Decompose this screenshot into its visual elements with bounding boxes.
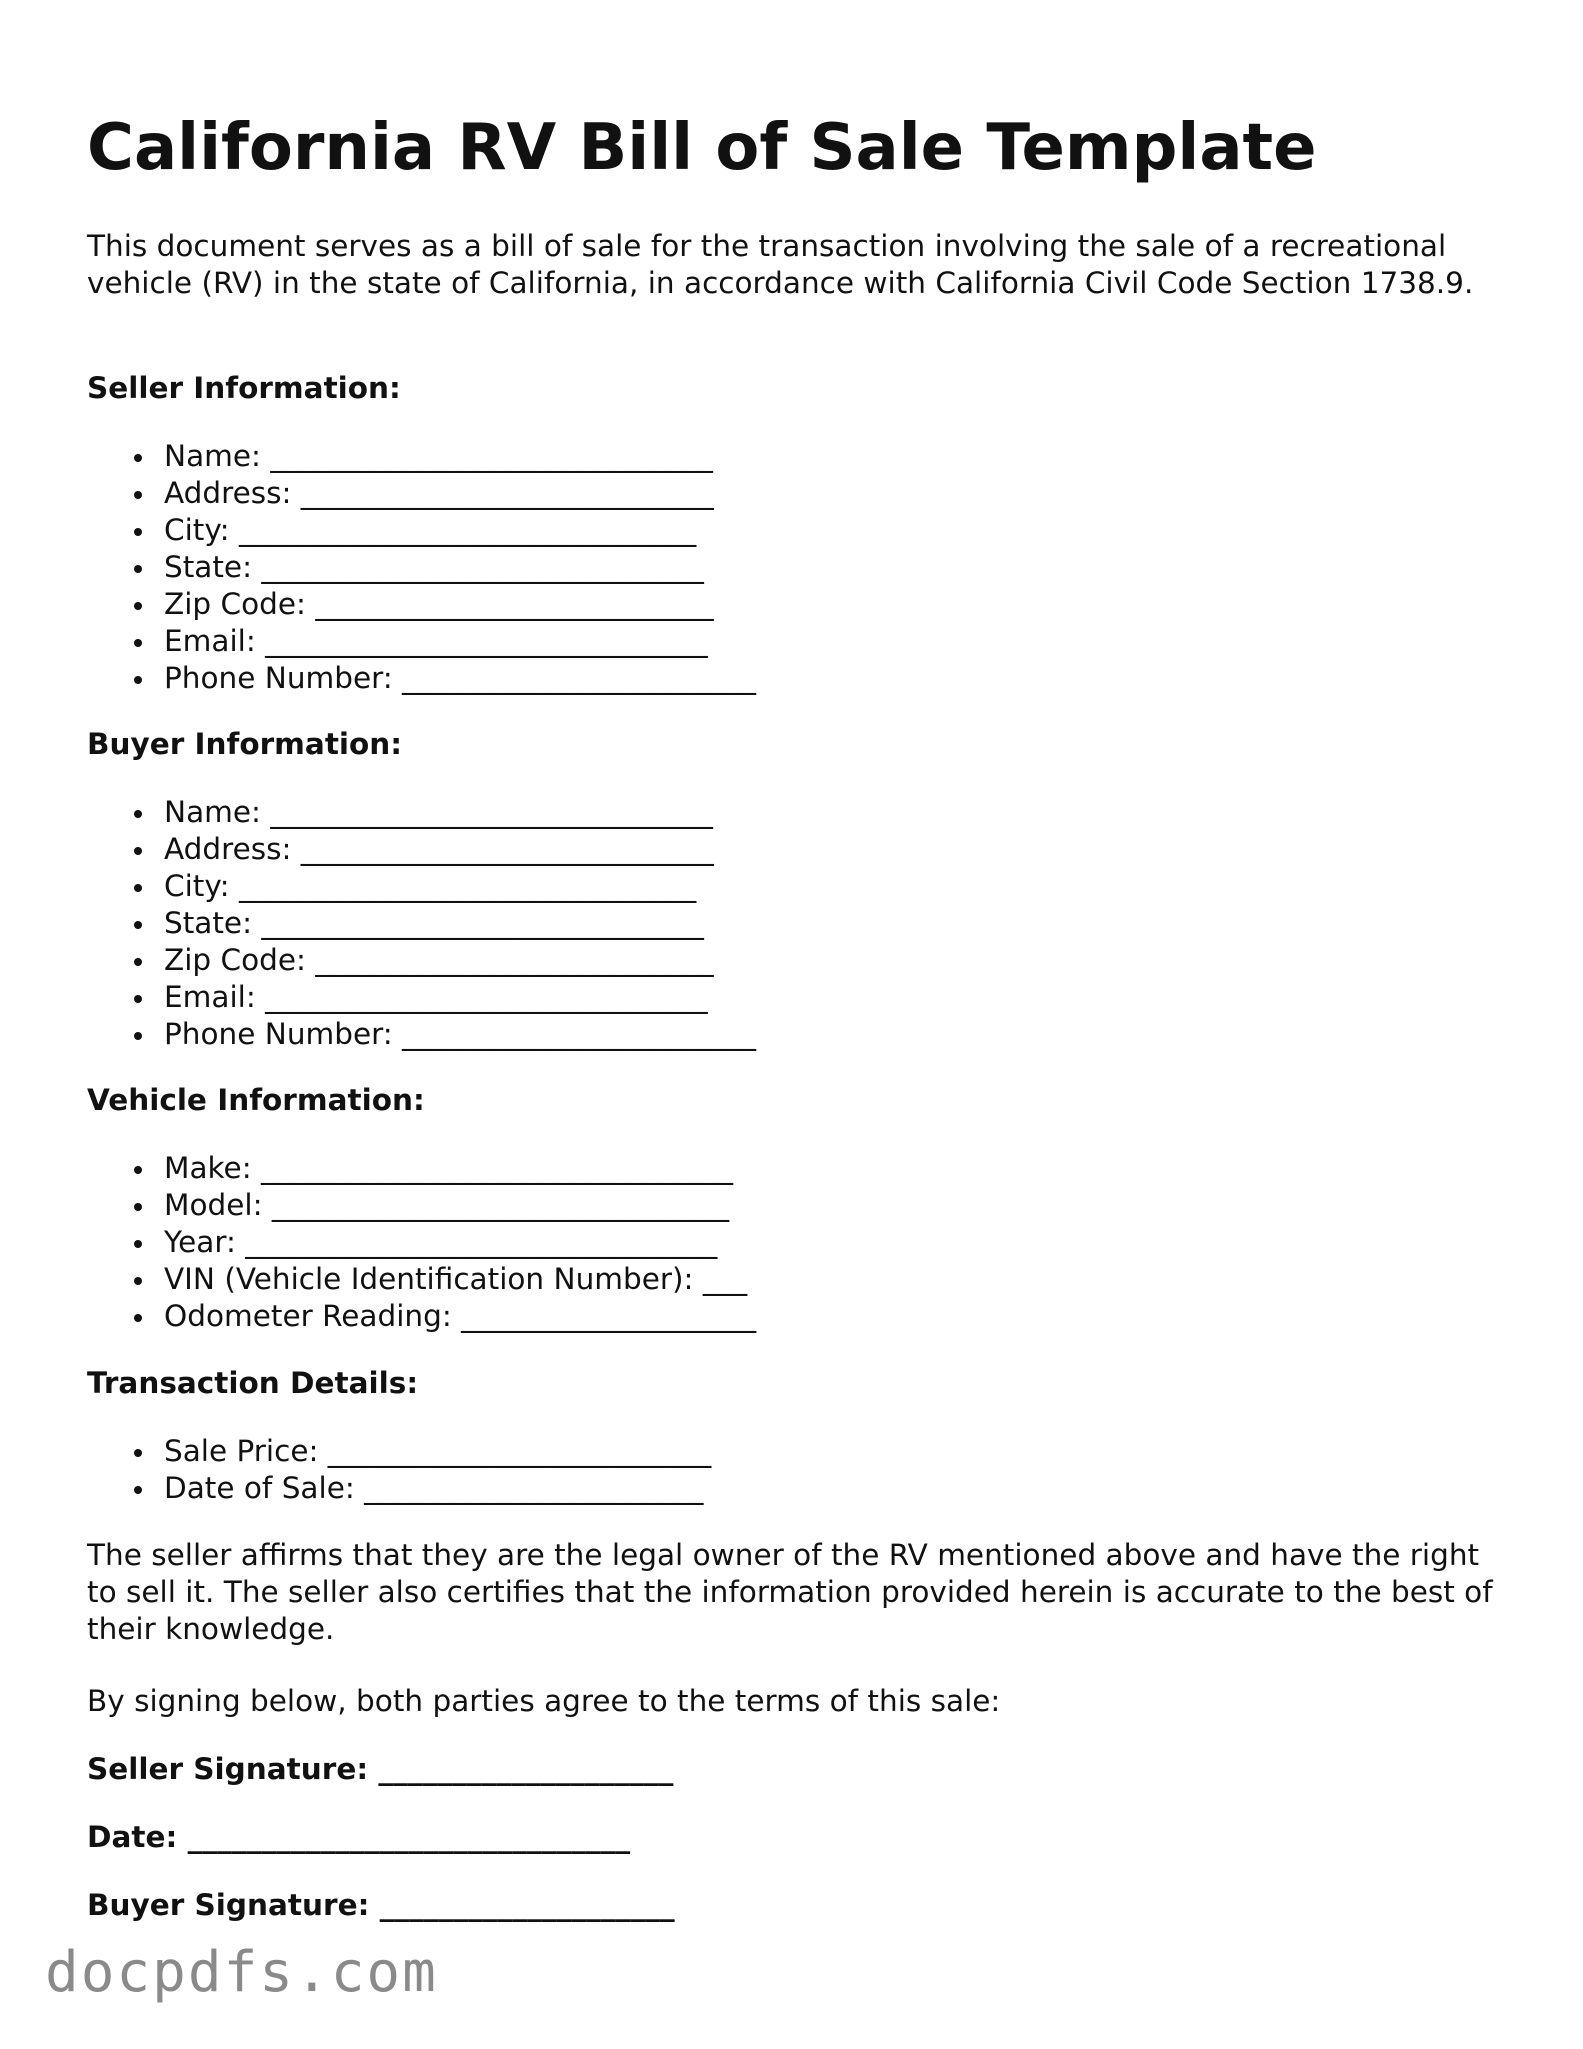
seller-signature-field[interactable]: Seller Signature: ____________________	[87, 1752, 674, 1786]
buyer-information-heading: Buyer Information:	[87, 727, 403, 761]
transaction-details-section	[87, 1365, 711, 1507]
buyer-city-field[interactable]: City: _______________________________	[164, 868, 756, 905]
vehicle-year-field[interactable]: Year: ________________________________	[164, 1224, 756, 1261]
page-title: California RV Bill of Sale Template	[87, 111, 1317, 185]
buyer-name-field[interactable]: Name: ______________________________	[164, 794, 756, 831]
affirmation-paragraph: The seller affirms that they are the legal owner of the RV mentioned above and have the right to sell it. The seller also certifies that the information provided herein is accurate to the best of their knowledge.	[87, 1538, 1493, 1646]
seller-address-field[interactable]: Address: ____________________________	[164, 475, 756, 512]
vehicle-information-heading: Vehicle Information:	[87, 1083, 425, 1117]
watermark-text: docpdfs.com	[45, 1940, 438, 2005]
vehicle-odometer-field[interactable]: Odometer Reading: ____________________	[164, 1299, 757, 1333]
vehicle-make-field[interactable]: Make: ________________________________	[164, 1150, 756, 1187]
vehicle-vin-field[interactable]: VIN (Vehicle Identification Number): ___	[164, 1261, 756, 1298]
buyer-signature-field[interactable]: Buyer Signature: ____________________	[87, 1888, 675, 1922]
seller-phone-field[interactable]: Phone Number: ________________________	[164, 661, 757, 695]
intro-paragraph: This document serves as a bill of sale for the transaction involving the sale of a recreational vehicle (RV) in the state of California, in accordance with California Civil Code Section 1738.9.	[87, 229, 1474, 300]
transaction-details-heading: Transaction Details:	[87, 1366, 419, 1400]
buyer-phone-field[interactable]: Phone Number: ________________________	[164, 1017, 757, 1051]
agreement-paragraph: By signing below, both parties agree to the terms of this sale:	[87, 1684, 1001, 1718]
seller-state-field[interactable]: State: ______________________________	[164, 549, 756, 586]
buyer-address-field[interactable]: Address: ____________________________	[164, 831, 756, 868]
buyer-information-list	[87, 794, 756, 1053]
seller-information-list	[87, 438, 756, 697]
seller-email-field[interactable]: Email: ______________________________	[164, 623, 756, 660]
date-of-sale-field[interactable]: Date of Sale: _______________________	[164, 1470, 711, 1507]
seller-zip-field[interactable]: Zip Code: ___________________________	[164, 586, 756, 623]
seller-name-field[interactable]: Name: ______________________________	[164, 438, 756, 475]
vehicle-information-list	[87, 1150, 756, 1335]
buyer-state-field[interactable]: State: ______________________________	[164, 905, 756, 942]
seller-information-heading: Seller Information:	[87, 371, 401, 405]
buyer-email-field[interactable]: Email: ______________________________	[164, 979, 756, 1016]
signature-date-field[interactable]: Date: ______________________________	[87, 1820, 631, 1854]
transaction-details-list	[87, 1433, 711, 1507]
seller-city-field[interactable]: City: _______________________________	[164, 512, 756, 549]
buyer-information-section	[87, 726, 756, 1053]
sale-price-field[interactable]: Sale Price: __________________________	[164, 1434, 712, 1468]
vehicle-information-section	[87, 1082, 756, 1335]
vehicle-model-field[interactable]: Model: _______________________________	[164, 1187, 756, 1224]
seller-information-section	[87, 370, 756, 697]
buyer-zip-field[interactable]: Zip Code: ___________________________	[164, 942, 756, 979]
